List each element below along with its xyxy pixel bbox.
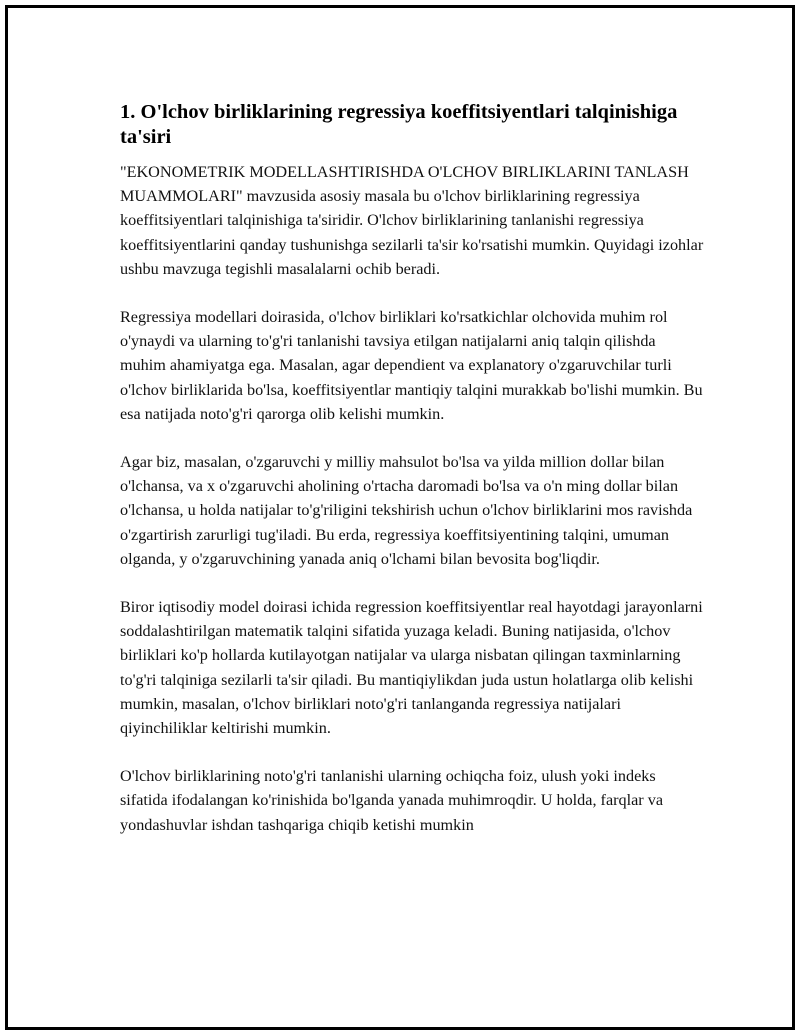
paragraph-5: O'lchov birliklarining noto'g'ri tanlanishi ularning ochiqcha foiz, ulush yoki indeks sifatida ifodalangan ko'rinishida bo'lganda yanada muhimroqdir. U holda, farqlar va yondashuvlar ishdan tashqariga chiqib ketishi mumkin (120, 767, 664, 834)
section-heading: 1. O'lchov birliklarining regressiya koeffitsiyentlari talqinishiga ta'siri (120, 101, 678, 148)
document-page (5, 5, 795, 1030)
paragraph-1: "EKONOMETRIK MODELLASHTIRISHDA O'LCHOV BIRLIKLARINI TANLASH MUAMMOLARI" mavzusida asosiy masala bu o'lchov birliklarining regressiya koeffitsiyentlari talqinishiga ta'siridir. O'lchov birliklarining tanlanishi regressiya koeffitsiyentlarini qanday tushunishga sezilarli ta'sir ko'rsatishi mumkin. Quyidagi izohlar ushbu mavzuga tegishli masalalarni ochib beradi. (120, 163, 704, 278)
paragraph-4: Biror iqtisodiy model doirasi ichida regression koeffitsiyentlar real hayotdagi jarayonlarni soddalashtirilgan matematik talqini sifatida yuzaga keladi. Buning natijasida, o'lchov birliklari ko'p hollarda kutilayotgan natijalar va ularga nisbatan qilingan taxminlarning to'g'ri talqiniga sezilarli ta'sir qiladi. Bu mantiqiylikdan juda ustun holatlarga olib kelishi mumkin, masalan, o'lchov birliklari noto'g'ri tanlanganda regressiya natijalari qiyinchiliklar keltirishi mumkin. (120, 598, 703, 738)
paragraph-2: Regressiya modellari doirasida, o'lchov birliklari ko'rsatkichlar olchovida muhim rol o'ynaydi va ularning to'g'ri tanlanishi tavsiya etilgan natijalarni aniq talqin qilishda muhim ahamiyatga ega. Masalan, agar dependient va explanatory o'zgaruvchilar turli o'lchov birliklarida bo'lsa, koeffitsiyentlar mantiqiy talqini murakkab bo'lishi mumkin. Bu esa natijada noto'g'ri qarorga olib kelishi mumkin. (120, 308, 703, 423)
paragraph-3: Agar biz, masalan, o'zgaruvchi y milliy mahsulot bo'lsa va yilda million dollar bilan o'lchansa, va x o'zgaruvchi aholining o'rtacha daromadi bo'lsa va o'n ming dollar bilan o'lchansa, u holda natijalar to'g'riligini tekshirish uchun o'lchov birliklarini mos ravishda o'zgartirish zarurligi tug'iladi. Bu erda, regressiya koeffitsiyentining talqini, umuman olganda, y o'zgaruvchining yanada aniq o'lchami bilan bevosita bog'liqdir. (120, 453, 693, 568)
document-body (120, 100, 704, 861)
